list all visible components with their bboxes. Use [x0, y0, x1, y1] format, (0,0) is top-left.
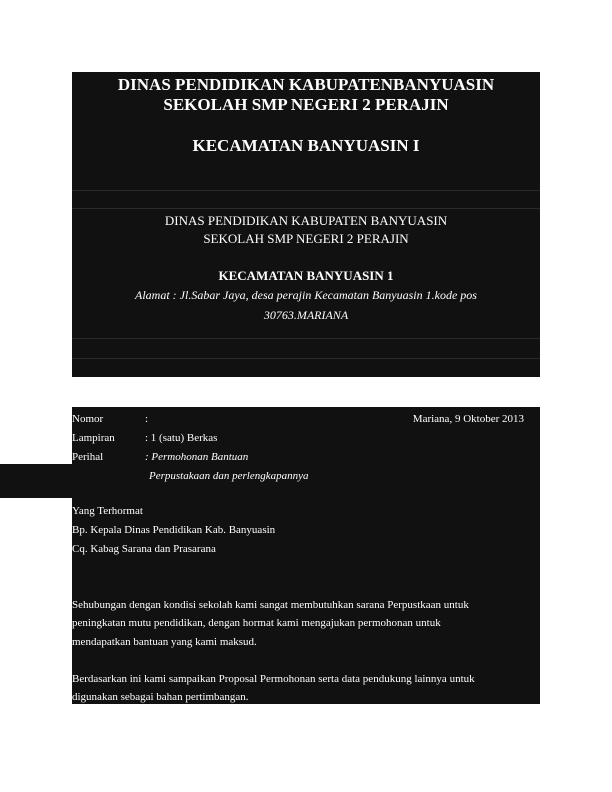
paragraph1-line3: mendapatkan bantuan yang kami maksud. [72, 636, 257, 648]
letterhead-block [72, 72, 540, 377]
letterhead-top-line1: DINAS PENDIDIKAN KABUPATENBANYUASIN [117, 75, 495, 94]
lampiran-label: Lampiran [72, 432, 115, 444]
perihal-value: : Permohonan Bantuan [145, 451, 249, 463]
letterhead-address-line2: 30763.MARIANA [263, 308, 349, 322]
letter-body-block [72, 407, 540, 704]
perihal-label: Perihal [72, 451, 104, 463]
perihal-value-continued: Perpustakaan dan perlengkapannya [149, 470, 309, 482]
divider [72, 190, 540, 191]
letterhead-line2: SEKOLAH SMP NEGERI 2 PERAJIN [203, 231, 409, 246]
divider [72, 208, 540, 209]
letterhead-top-line2: SEKOLAH SMP NEGERI 2 PERAJIN [163, 95, 449, 114]
recipient-line3: Cq. Kabag Sarana dan Prasarana [72, 543, 216, 555]
recipient-line2: Bp. Kepala Dinas Pendidikan Kab. Banyuasin [72, 524, 276, 536]
lampiran-value: : 1 (satu) Berkas [145, 432, 218, 444]
decorative-band [0, 464, 72, 498]
nomor-label: Nomor [72, 413, 104, 425]
paragraph2-line1: Berdasarkan ini kami sampaikan Proposal Permohonan serta data pendukung lainnya untuk [72, 673, 475, 685]
paragraph1-line2: peningkatan mutu pendidikan, dengan hormat kami mengajukan permohonan untuk [72, 617, 441, 629]
divider [72, 358, 540, 359]
letterhead-line1: DINAS PENDIDIKAN KABUPATEN BANYUASIN [164, 213, 448, 228]
divider [72, 338, 540, 339]
letterhead-line3: KECAMATAN BANYUASIN 1 [218, 268, 394, 283]
letter-date: Mariana, 9 Oktober 2013 [412, 413, 524, 425]
paragraph1-line1: Sehubungan dengan kondisi sekolah kami sangat membutuhkan sarana Perpustkaan untuk [72, 599, 469, 611]
paragraph2-line2: digunakan sebagai bahan pertimbangan. [72, 691, 249, 703]
nomor-value: : [145, 413, 149, 425]
letterhead-top-line3: KECAMATAN BANYUASIN I [192, 136, 420, 155]
recipient-line1: Yang Terhormat [72, 505, 143, 517]
letterhead-address-line1: Alamat : Jl.Sabar Jaya, desa perajin Kecamatan Banyuasin 1.kode pos [135, 288, 477, 302]
